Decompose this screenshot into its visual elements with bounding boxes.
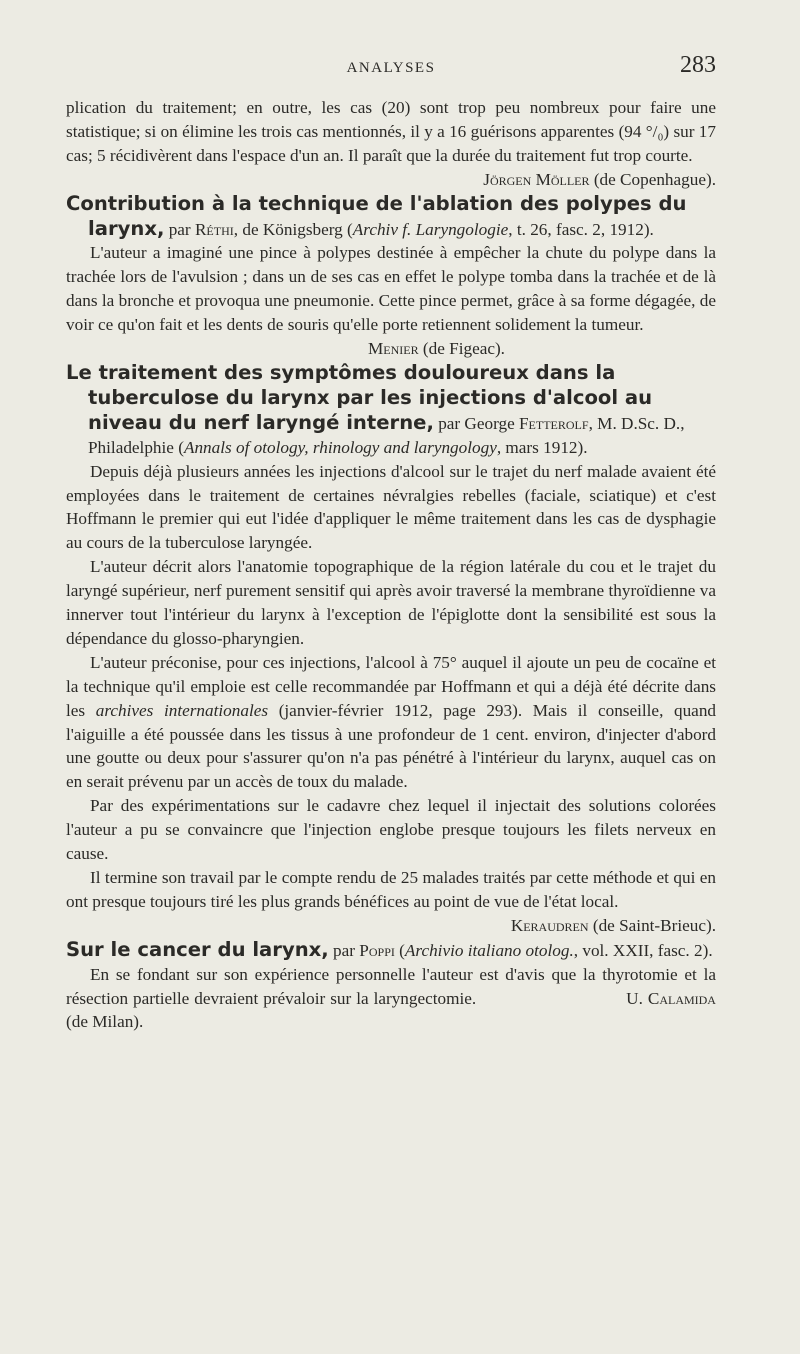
- article-journal: Archiv f. Laryngologie: [352, 219, 509, 239]
- article-reference: , mars 1912).: [496, 437, 588, 457]
- article-reference: , t. 26, fasc. 2, 1912).: [508, 219, 654, 239]
- reviewer-signature: [66, 337, 716, 361]
- page-header: [66, 52, 716, 86]
- article-by: par: [168, 219, 191, 239]
- article-by: par George: [438, 413, 515, 433]
- article-paragraph: [66, 651, 716, 794]
- article-author-place: , M. D.Sc. D., Philadelphie (: [88, 413, 685, 457]
- reviewer-name: U. Calamida: [626, 988, 716, 1008]
- article-paragraph: Depuis déjà plusieurs années les injections d'alcool sur le trajet du nerf malade avaient été employées dans le traitement de certaines névralgies rebelles (faciale, sciatique) et c'est Hoffmann le premier qui eut l'idée d'appliquer le même traitement dans les cas de dysphagie au cours de la tuberculose laryngée.: [66, 461, 716, 553]
- paragraph-text: L'auteur préconise, pour ces injections, l'alcool à 75° auquel il ajoute un peu de cocaïne et la technique qu'il emploie est celle recommandée par Hoffmann et qui a déjà été décrite dans les: [66, 652, 716, 720]
- reviewer-place: (de Milan).: [66, 1012, 144, 1032]
- paragraph-text: (janvier-février 1912, page 293). Mais il conseille, quand l'aiguille a été poussée dans les tissus à une profondeur de 1 cent. environ, d'injecter d'abord une goutte ou deux pour s'assurer qu'on n'a pas pénétré à l'intérieur du larynx, auquel cas on en serait prévenu par un accès de toux du malade.: [66, 700, 717, 792]
- reviewer-place: (de Copenhague).: [593, 169, 716, 189]
- article-heading: [66, 192, 716, 242]
- article-title: Contribution à la technique de l'ablation des polypes du larynx,: [66, 191, 687, 240]
- running-head: ANALYSES: [346, 60, 436, 76]
- article-paragraph: L'auteur décrit alors l'anatomie topographique de la région latérale du cou et le trajet du laryngé supérieur, nerf purement sensitif qui après avoir traversé la membrane thyroïdienne va innerver tout l'intérieur du larynx à l'exception de l'épiglotte dont la sensibilité est sous la dépendance du glosso-pharyngien.: [66, 557, 716, 648]
- article-paragraph: L'auteur a imaginé une pince à polypes destinée à empêcher la chute du polype dans la trachée lors de l'avulsion ; dans un de ses cas en effet le polype tomba dans la trachée et de là dans la bronche et provoqua une pneumonie. Cette pince permet, grâce à sa forme dégagée, de voir ce qu'on fait et les dents de souris qu'elle porte retiennent solidement la tumeur.: [66, 243, 716, 335]
- page-number: 283: [680, 52, 716, 78]
- article-author: Poppi: [359, 940, 395, 960]
- paragraph-text: En se fondant sur son expérience personnelle l'auteur est d'avis que la thyrotomie et la résection partielle devraient prévaloir sur la laryngectomie.: [66, 964, 716, 1008]
- article-by: par: [333, 940, 355, 960]
- cited-journal: archives internationales: [95, 700, 269, 720]
- reviewer-name: Menier: [368, 339, 419, 359]
- reviewer-signature: [66, 914, 716, 938]
- continued-paragraph: plication du traitement; en outre, les cas (20) sont trop peu nombreux pour faire une statistique; si on élimine les trois cas mentionnés, il y a 16 guérisons apparentes (94 °/₀) sur 17 cas; 5 récidivèrent dans l'espace d'un an. Il paraît que la durée du traitement fut trop courte.: [66, 98, 716, 165]
- article-author: Réthi: [194, 219, 234, 239]
- article-paragraph: [66, 963, 716, 1035]
- reviewer-name: Keraudren: [510, 915, 589, 935]
- article-title: Sur le cancer du larynx,: [66, 937, 329, 961]
- article-heading: [66, 938, 716, 963]
- article-author: Fetterolf: [519, 413, 589, 433]
- page-body: [66, 96, 716, 1034]
- reviewer-signature: [66, 168, 716, 192]
- article-heading: [66, 361, 716, 460]
- reviewer-name: Jörgen Möller: [483, 169, 590, 189]
- article-reference: , vol. XXII, fasc. 2).: [573, 940, 713, 960]
- article-author-place: (: [394, 940, 405, 960]
- article-paragraph: Il termine son travail par le compte rendu de 25 malades traités par cette méthode et qui en ont presque toujours tiré les plus grands bénéfices au point de vue de l'état local.: [66, 868, 716, 911]
- article-journal: Annals of otology, rhinology and laryngology: [183, 437, 497, 457]
- reviewer-place: (de Saint-Brieuc).: [592, 915, 716, 935]
- article-journal: Archivio italiano otolog.: [404, 940, 574, 960]
- reviewer-place: (de Figeac).: [422, 339, 505, 359]
- article-title: Le traitement des symptômes douloureux dans la tuberculose du larynx par les injections d'alcool au niveau du nerf laryngé interne,: [66, 360, 653, 434]
- article-author-place: , de Königsberg (: [233, 219, 353, 239]
- article-paragraph: Par des expérimentations sur le cadavre chez lequel il injectait des solutions colorées l'auteur a pu se convaincre que l'injection englobe presque toujours les filets nerveux en cause.: [66, 796, 716, 864]
